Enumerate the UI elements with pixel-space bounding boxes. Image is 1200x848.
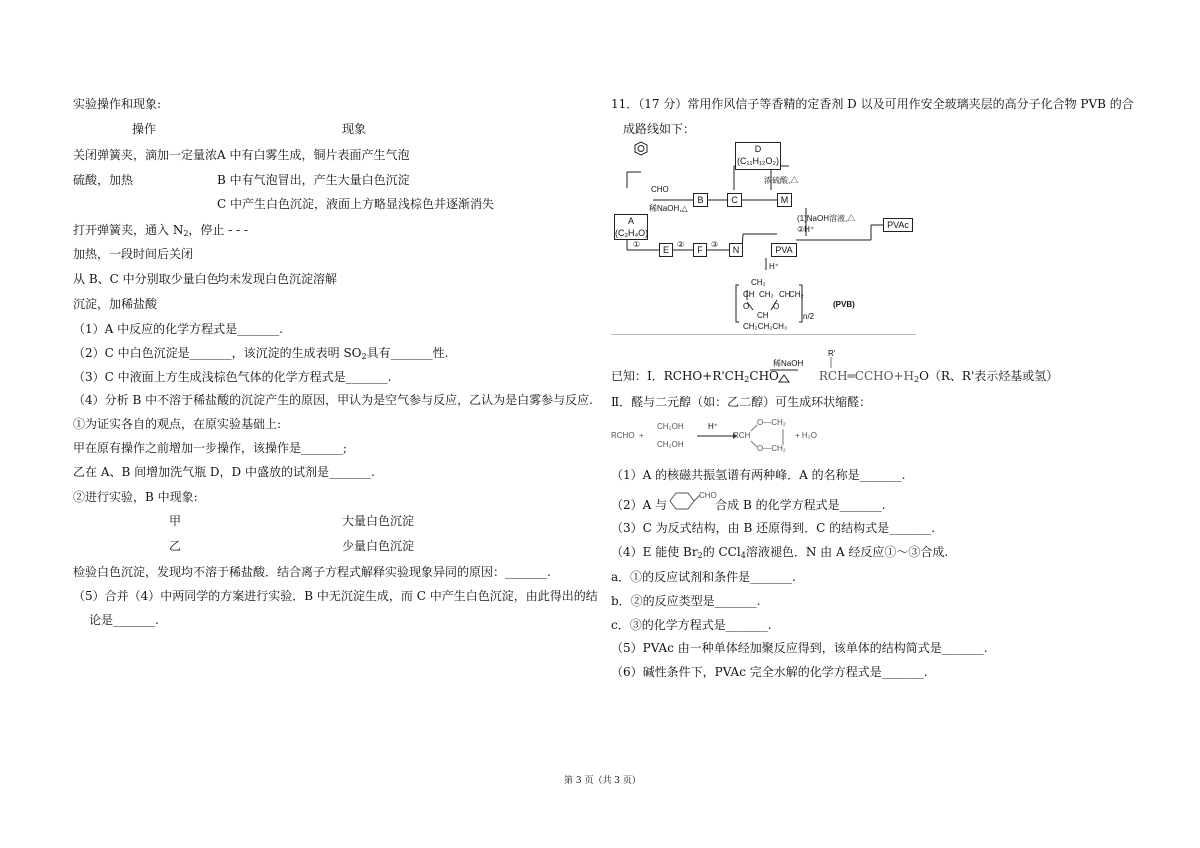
acetal-o-bottom: O—CH₂ (757, 444, 786, 453)
pvb-ch2-mid: CH₂ (759, 290, 774, 299)
scheme-conc-h2so4: 浓硫酸,△ (764, 176, 799, 185)
pvb-ch-1: CH (743, 290, 755, 299)
scheme-E: E (659, 243, 673, 257)
question-11-title: 11．（17 分）常用作风信子等香精的定香剂 D 以及可用作安全玻璃夹层的高分子化合物 PVB 的合 (611, 97, 1134, 111)
reaction-scheme (611, 140, 916, 335)
question-4-explain: 检验白色沉淀，发现均不溶于稀盐酸．结合离子方程式解释实验现象异同的原因：_______. (73, 565, 551, 579)
scheme-step-3: ③ (711, 240, 719, 249)
result-jia-value: 大量白色沉淀 (342, 514, 415, 528)
page-footer: 第 3 页（共 3 页） (564, 776, 641, 786)
acetal-arrow (697, 431, 737, 441)
acetal-h-plus: H⁺ (708, 422, 718, 431)
acetal-equation (611, 418, 841, 458)
acetal-o-top: O—CH₂ (757, 418, 786, 427)
op-row-2: 硫酸，加热 (73, 173, 134, 187)
question-1: （1）A 中反应的化学方程式是_______. (73, 322, 283, 336)
question-5-cont: 论是_______. (89, 613, 159, 627)
result-yi-value: 少量白色沉淀 (342, 539, 415, 553)
pvb-propyl: CH₂CH₂CH₃ (743, 322, 788, 331)
scheme-PVAc: PVAc (883, 218, 913, 232)
scheme-h-acid: ②H⁺ (797, 225, 815, 234)
acetal-ch2oh-bottom: CH₂OH (657, 440, 684, 449)
question-2: （2）C 中白色沉淀是_______，该沉淀的生成表明 $SO_2$具有_______性. (73, 346, 449, 361)
sub-question-6: （6）碱性条件下，PVAc 完全水解的化学方程式是_______. (611, 665, 928, 679)
scheme-C: C (727, 193, 742, 207)
sub-question-4a: a．①的反应试剂和条件是_______. (611, 570, 796, 584)
known-1-arrow (770, 367, 800, 387)
result-jia-label: 甲 (169, 514, 182, 528)
scheme-step-1: ① (633, 240, 641, 249)
acetal-water: + H₂O (795, 431, 817, 440)
op-row-5: 加热，一段时间后关闭 (73, 247, 194, 261)
ph-row-6: 均未发现白色沉淀溶解 (217, 272, 338, 286)
question-4: （4）分析 B 中不溶于稀盐酸的沉淀产生的原因，甲认为是空气参与反应，乙认为是白雾参与反应. (73, 393, 593, 407)
known-1-bond (828, 357, 838, 369)
op-row-1: 关闭弹簧夹，滴加一定量浓 (73, 148, 218, 162)
scheme-cho-label: CHO (651, 185, 669, 194)
scheme-naoh-label: 稀NaOH,△ (649, 204, 688, 213)
pvb-subscript: n/2 (803, 312, 815, 321)
scheme-M: M (777, 193, 792, 207)
question-4-1: ①为证实各自的观点，在原实验基础上: (73, 417, 282, 431)
acetal-rch: RCH (733, 431, 751, 440)
ph-row-2: B 中有气泡冒出，产生大量白色沉淀 (217, 173, 410, 187)
question-4-2: ②进行实验，B 中现象: (73, 490, 198, 504)
sub-question-4: （4）E 能使 $Br_2$的 CCl$_4$溶液褪色．N 由 A 经反应①～③合成. (611, 545, 949, 560)
sub-question-2: （2）A 与 合成 B 的化学方程式是_______. (611, 498, 886, 512)
scheme-divider (611, 334, 916, 335)
known-1: 已知：Ⅰ．$RCHO+R'CH_2CHO$ $RCH═CCHO+H_2O(R$、R'表示烃基或氢） (611, 369, 1059, 384)
pvb-o-2: O (773, 302, 780, 311)
pvb-ch-2: CH (779, 290, 791, 299)
scheme-PVA: PVA (771, 243, 797, 257)
scheme-A: A (C₂H₄O) (615, 216, 649, 238)
sub-question-4b: b．②的反应类型是_______. (611, 594, 761, 608)
ph-row-1: A 中有白雾生成，铜片表面产生气泡 (217, 148, 410, 162)
question-5: （5）合并（4）中两同学的方案进行实验．B 中无沉淀生成，而 C 中产生白色沉淀，由此得出的结 (73, 589, 598, 603)
result-yi-label: 乙 (169, 539, 182, 553)
known-1-condition: 稀NaOH (773, 359, 804, 368)
sub-question-5: （5）PVAc 由一种单体经加聚反应得到，该单体的结构简式是_______. (611, 641, 988, 655)
ph-row-3: C 中产生白色沉淀，液面上方略显浅棕色并逐渐消失 (217, 197, 494, 211)
pvb-o-1: O (743, 302, 750, 311)
scheme-h-plus: H⁺ (769, 262, 779, 271)
question-4-jia: 甲在原有操作之前增加一步操作，该操作是_______; (73, 441, 348, 455)
scheme-B: B (693, 193, 708, 207)
acetal-rcho: RCHO (611, 431, 635, 440)
acetal-ch2oh-top: CH₂OH (657, 422, 684, 431)
column-header-phenomenon: 现象 (342, 122, 367, 136)
scheme-pvb-label: (PVB) (833, 300, 855, 309)
section-heading: 实验操作和现象: (73, 97, 162, 111)
acetal-ring-bonds (741, 418, 801, 458)
scheme-naoh-solution: (1)NaOH溶液,△ (797, 214, 856, 223)
op-row-6: 从 B、C 中分别取少量白色 (73, 272, 219, 286)
scheme-F: F (693, 243, 707, 257)
pvb-ch2-right: CH₂ (789, 290, 804, 299)
known-2: Ⅱ．醛与二元醇（如：乙二醇）可生成环状缩醛： (611, 395, 872, 409)
scheme-step-2: ② (677, 240, 685, 249)
sub-question-3: （3）C 为反式结构，由 B 还原得到．C 的结构式是_______. (611, 521, 935, 535)
known-1-rprime: R' (828, 349, 836, 358)
scheme-N: N (729, 243, 743, 257)
pvb-ch2-top: CH₂ (751, 278, 766, 287)
sub-question-4c: c．③的化学方程式是_______. (611, 618, 772, 632)
question-3: （3）C 中液面上方生成浅棕色气体的化学方程式是_______. (73, 370, 392, 384)
benzaldehyde-structure (666, 490, 717, 512)
question-11-title-cont: 成路线如下： (623, 122, 696, 136)
question-4-yi: 乙在 A、B 间增加洗气瓶 D，D 中盛放的试剂是_______. (73, 465, 375, 479)
benzaldehyde-cho-label: CHO (699, 491, 717, 500)
sub-question-1: （1）A 的核磁共振氢谱有两种峰．A 的名称是_______. (611, 468, 906, 482)
op-row-4: 打开弹簧夹，通入 $N_2$，停止 - - - (73, 223, 249, 238)
op-row-7: 沉淀，加稀盐酸 (73, 297, 158, 311)
acetal-plus: + (639, 431, 644, 440)
pvb-ch-acetal: CH (757, 311, 769, 320)
scheme-D: D (C₁₁H₁₂O₂) (735, 142, 781, 170)
column-header-operation: 操作 (132, 122, 157, 136)
